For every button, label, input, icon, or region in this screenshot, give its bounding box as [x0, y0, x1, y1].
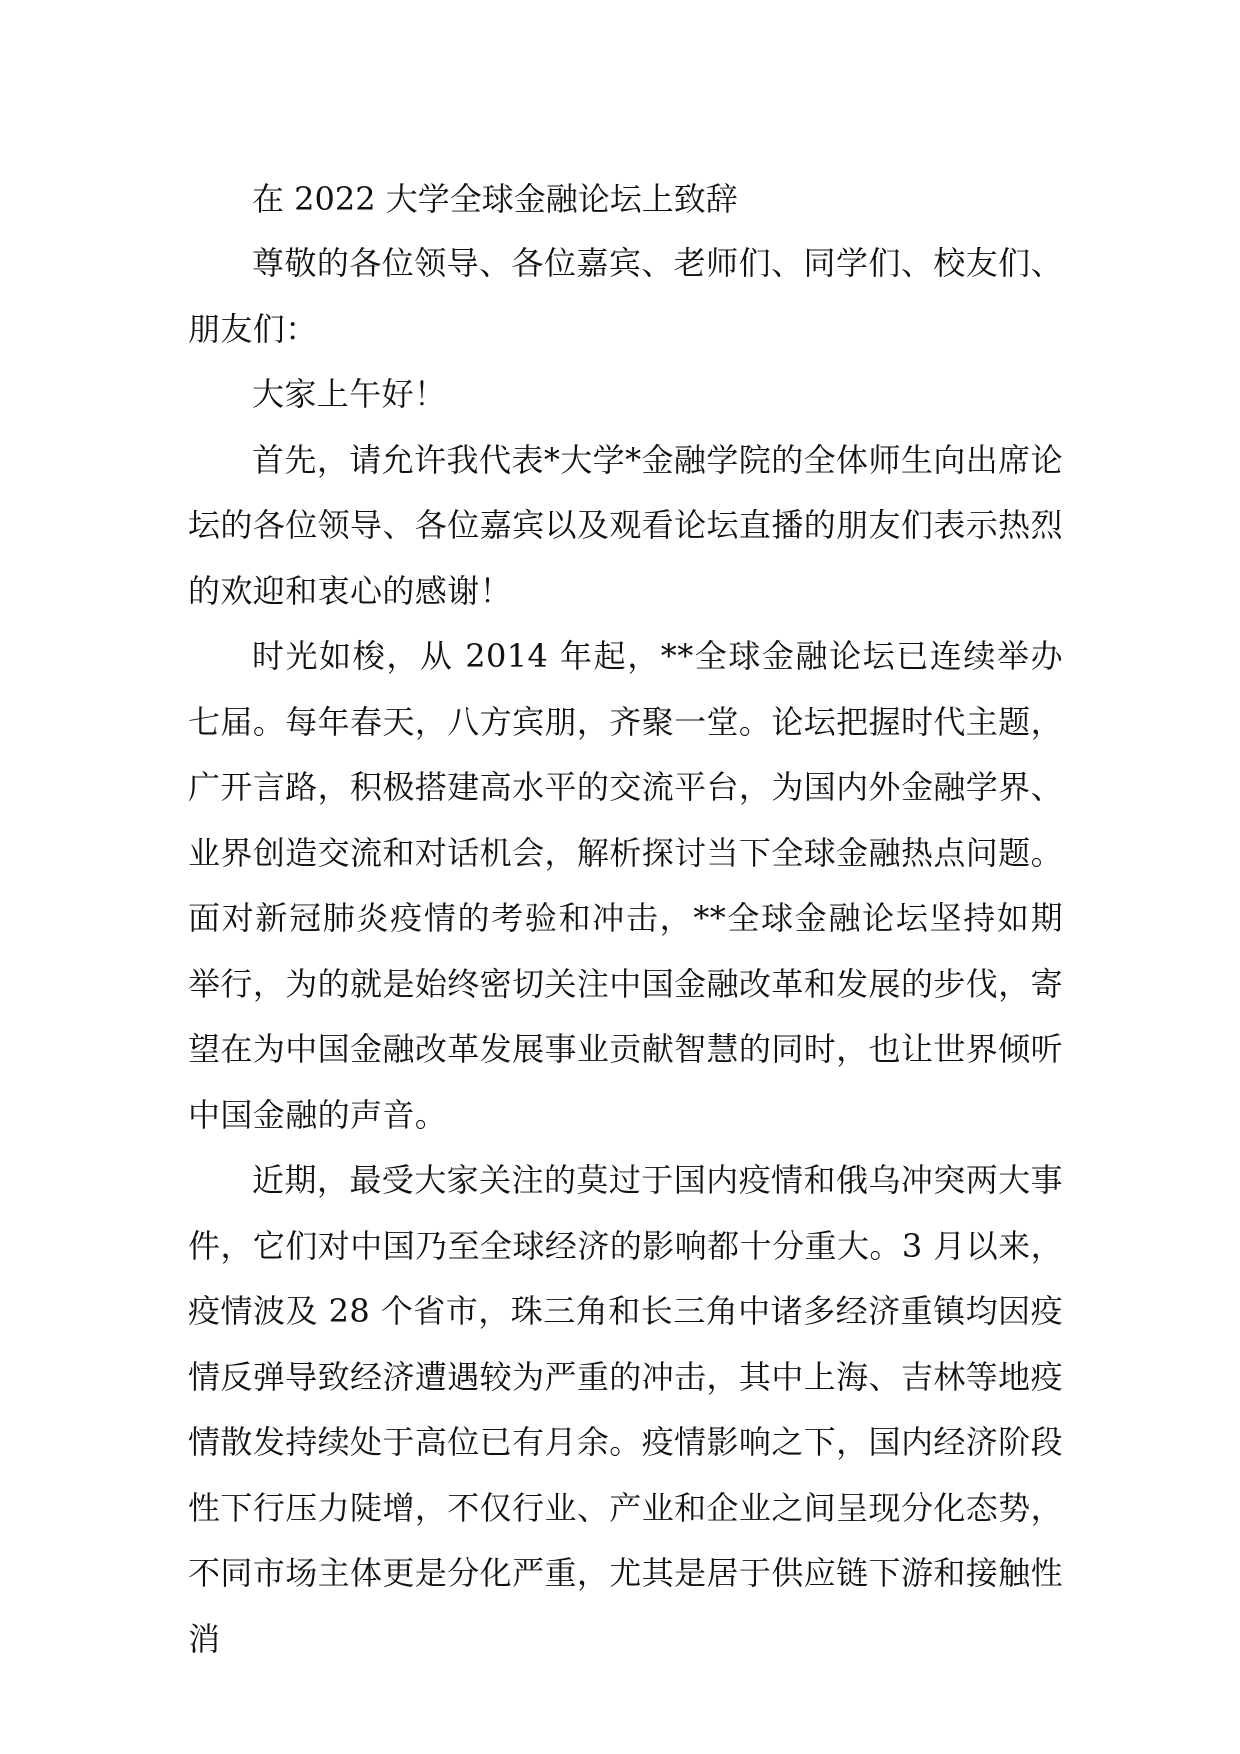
paragraph-recent-events: 近期，最受大家关注的莫过于国内疫情和俄乌冲突两大事件，它们对中国乃至全球经济的影响都十分重大。3 月以来，疫情波及 28 个省市，珠三角和长三角中诸多经济重镇均因疫情反弹导致经济遭遇较为严重的冲击，其中上海、吉林等地疫情散发持续处于高位已有月余。疫情影响之下，国内经济阶段性下行压力陡增，不仅行业、产业和企业之间呈现分化态势，不同市场主体更是分化严重，尤其是居于供应链下游和接触性消: [188, 1161, 1063, 1658]
document-body: [188, 167, 1063, 1672]
document-title: 在 2022 大学全球金融论坛上致辞: [252, 180, 738, 218]
paragraph-greeting: 大家上午好！: [252, 375, 447, 413]
paragraph-forum-history: 时光如梭，从 2014 年起，**全球金融论坛已连续举办七届。每年春天，八方宾朋，齐聚一堂。论坛把握时代主题，广开言路，积极搭建高水平的交流平台，为国内外金融学界、业界创造交流和对话机会，解析探讨当下全球金融热点问题。面对新冠肺炎疫情的考验和冲击，**全球金融论坛坚持如期举行，为的就是始终密切关注中国金融改革和发展的步伐，寄望在为中国金融改革发展事业贡献智慧的同时，也让世界倾听中国金融的声音。: [188, 637, 1063, 1134]
paragraph-salutation: 尊敬的各位领导、各位嘉宾、老师们、同学们、校友们、朋友们：: [188, 244, 1063, 348]
paragraph-welcome: 首先，请允许我代表*大学*金融学院的全体师生向出席论坛的各位领导、各位嘉宾以及观看论坛直播的朋友们表示热烈的欢迎和衷心的感谢！: [188, 440, 1063, 610]
